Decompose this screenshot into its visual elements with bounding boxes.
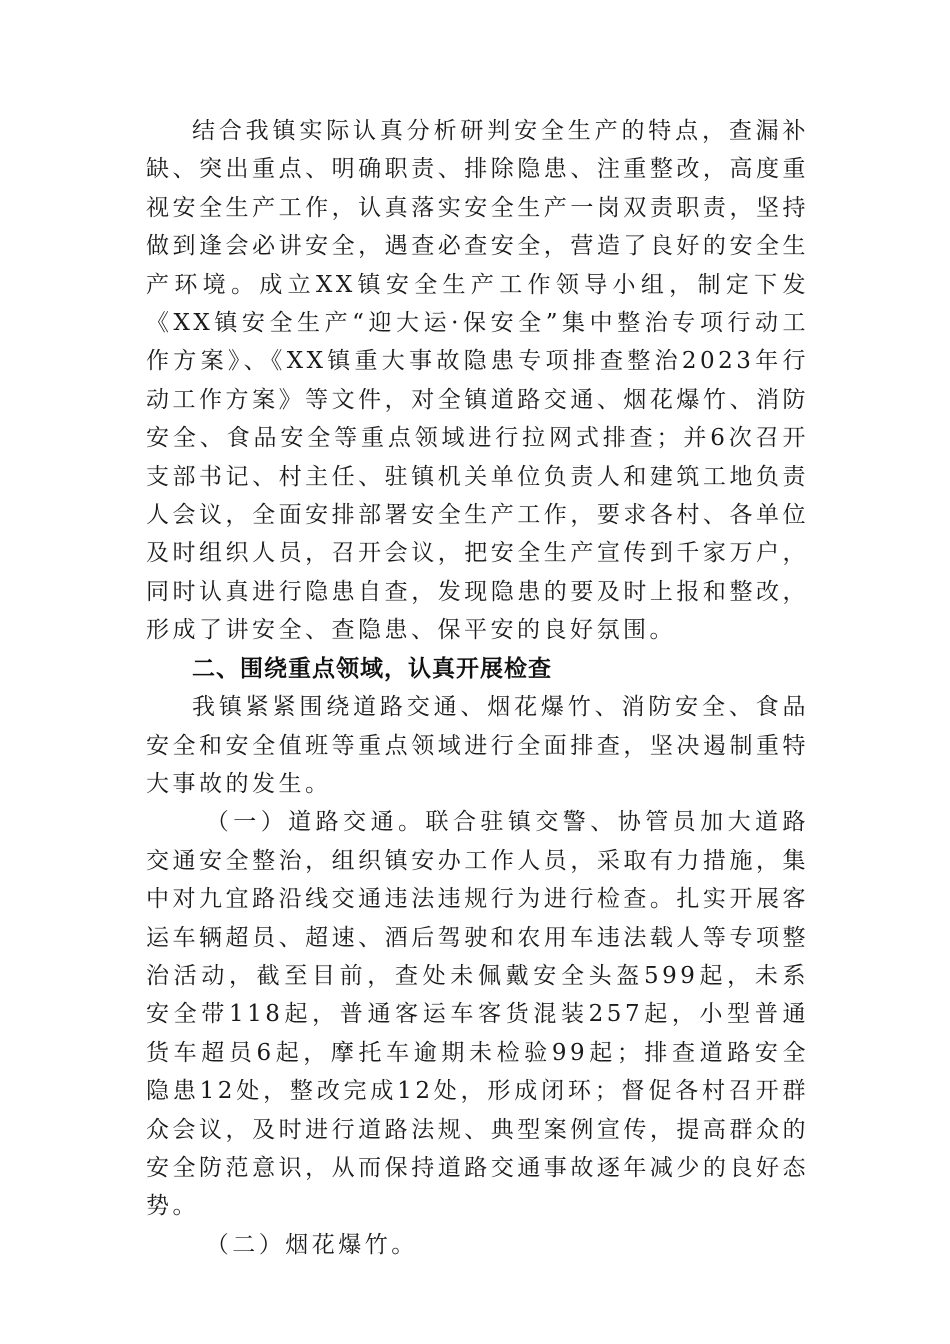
- paragraph-key-areas-intro: 我镇紧紧围绕道路交通、烟花爆竹、消防安全、食品安全和安全值班等重点领域进行全面排查，坚决遏制重特大事故的发生。: [146, 694, 809, 797]
- document-body: [146, 112, 809, 1264]
- paragraph-fireworks: （二）烟花爆竹。: [205, 1231, 418, 1258]
- paragraph-safety-production-overview: 结合我镇实际认真分析研判安全生产的特点，查漏补缺、突出重点、明确职责、排除隐患、注重整改，高度重视安全生产工作，认真落实安全生产一岗双责职责，坚持做到逢会必讲安全，遇查必查安全，营造了良好的安全生产环境。成立XX镇安全生产工作领导小组，制定下发《XX镇安全生产“迎大运·保安全”集中整治专项行动工作方案》、《XX镇重大事故隐患专项排查整治2023年行动工作方案》等文件，对全镇道路交通、烟花爆竹、消防安全、食品安全等重点领域进行拉网式排查；并6次召开支部书记、村主任、驻镇机关单位负责人和建筑工地负责人会议，全面安排部署安全生产工作，要求各村、各单位及时组织人员，召开会议，把安全生产宣传到千家万户，同时认真进行隐患自查，发现隐患的要及时上报和整改，形成了讲安全、查隐患、保平安的良好氛围。: [146, 118, 809, 644]
- paragraph-road-traffic: （一）道路交通。联合驻镇交警、协管员加大道路交通安全整治，组织镇安办工作人员，采取有力措施，集中对九宜路沿线交通违法违规行为进行检查。扎实开展客运车辆超员、超速、酒后驾驶和农用车违法载人等专项整治活动，截至目前，查处未佩戴安全头盔599起，未系安全带118起，普通客运车客货混装257起，小型普通货车超员6起，摩托车逾期未检验99起；排查道路安全隐患12处，整改完成12处，形成闭环；督促各村召开群众会议，及时进行道路法规、典型案例宣传，提高群众的安全防范意识，从而保持道路交通事故逐年减少的良好态势。: [146, 809, 809, 1220]
- section-heading-key-areas: 二、围绕重点领域，认真开展检查: [192, 655, 552, 682]
